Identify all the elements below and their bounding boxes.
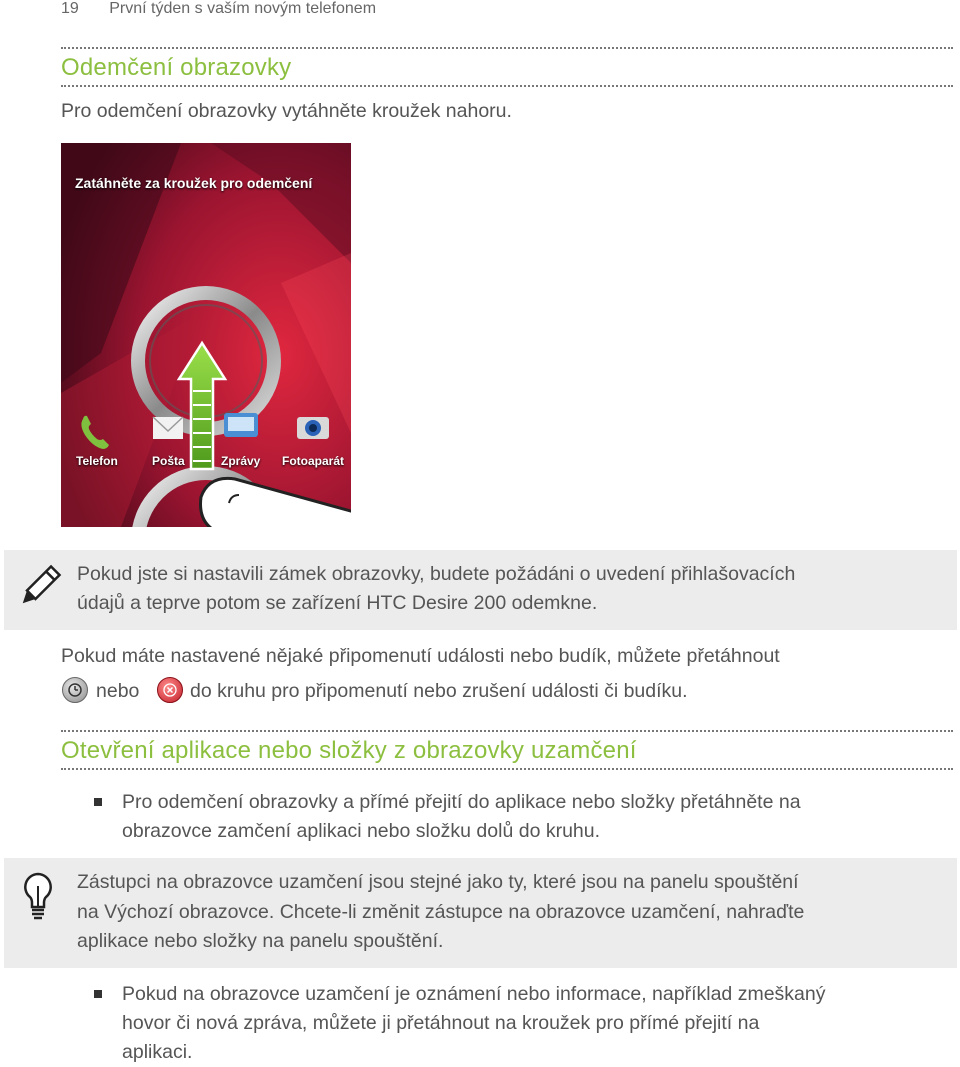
- reminder-or-word: nebo: [96, 680, 140, 702]
- lockscreen-artwork: [61, 143, 351, 527]
- tip-line-1: Zástupci na obrazovce uzamčení jsou stejné jako ty, které jsou na panelu spouštění: [77, 871, 799, 893]
- chapter-title: První týden s vaším novým telefonem: [109, 0, 377, 17]
- bullet-marker: [94, 798, 102, 806]
- divider: [61, 768, 953, 770]
- note-box: [4, 550, 957, 630]
- divider: [61, 730, 953, 732]
- bullet-2-line-2: hovor či nová zpráva, můžete ji přetáhnout na kroužek pro přímé přejití na: [122, 1012, 760, 1034]
- shortcut-label-phone: Telefon: [76, 454, 118, 468]
- page-header: [61, 0, 376, 18]
- tip-box: [4, 858, 957, 968]
- shortcut-label-camera: Fotoaparát: [282, 454, 345, 468]
- bullet-marker: [94, 990, 102, 998]
- reminder-line-2: do kruhu pro připomenutí nebo zrušení události či budíku.: [190, 680, 688, 702]
- lightbulb-icon: [22, 872, 54, 920]
- shortcut-label-messages: Zprávy: [221, 454, 261, 468]
- lockscreen-screenshot: [61, 143, 351, 527]
- note-line-2: údajů a teprve potom se zařízení HTC Desire 200 odemkne.: [77, 592, 598, 614]
- bullet-2-line-3: aplikaci.: [122, 1041, 193, 1063]
- divider: [61, 47, 953, 49]
- tip-line-2: na Výchozí obrazovce. Chcete-li změnit zástupce na obrazovce uzamčení, nahraďte: [77, 901, 805, 923]
- section-heading-unlock: Odemčení obrazovky: [61, 54, 292, 81]
- shortcut-label-mail: Pošta: [152, 454, 185, 468]
- lockscreen-banner: Zatáhněte za kroužek pro odemčení: [75, 175, 313, 191]
- bullet-2-line-1: Pokud na obrazovce uzamčení je oznámení nebo informace, například zmeškaný: [122, 983, 826, 1005]
- reminder-line-1: Pokud máte nastavené nějaké připomenutí události nebo budík, můžete přetáhnout: [61, 645, 780, 667]
- reminder-dismiss-icon: [157, 677, 183, 703]
- tip-line-3: aplikace nebo složky na panelu spouštění.: [77, 930, 444, 952]
- reminder-clock-icon: [62, 677, 88, 703]
- bullet-1-line-1: Pro odemčení obrazovky a přímé přejití do aplikace nebo složky přetáhněte na: [122, 791, 801, 813]
- intro-text: Pro odemčení obrazovky vytáhněte kroužek nahoru.: [61, 100, 512, 122]
- page-number: 19: [61, 0, 79, 17]
- divider: [61, 85, 953, 87]
- section-heading-open-app: Otevření aplikace nebo složky z obrazovky uzamčení: [61, 737, 637, 764]
- bullet-1-line-2: obrazovce zamčení aplikaci nebo složku dolů do kruhu.: [122, 820, 601, 842]
- pencil-icon: [16, 564, 62, 610]
- note-line-1: Pokud jste si nastavili zámek obrazovky, budete požádáni o uvedení přihlašovacích: [77, 563, 796, 585]
